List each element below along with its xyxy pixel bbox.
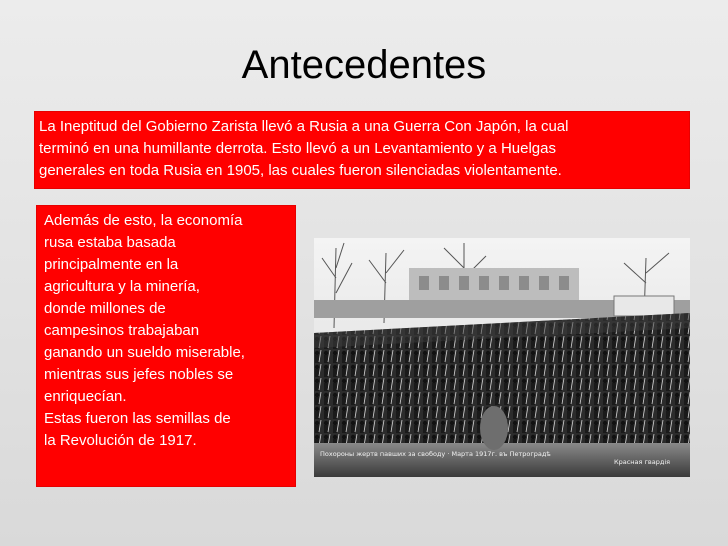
economy-line-11: la Revolución de 1917. bbox=[44, 432, 197, 449]
economy-text-box bbox=[36, 205, 296, 487]
photo-caption-right: Красная гвардія bbox=[614, 458, 671, 466]
economy-line-2: rusa estaba basada bbox=[44, 234, 176, 251]
historical-photo bbox=[314, 238, 690, 477]
economy-line-10: Estas fueron las semillas de bbox=[44, 410, 231, 427]
slide-title: Antecedentes bbox=[241, 43, 487, 87]
intro-text-box bbox=[34, 111, 690, 189]
economy-line-3: principalmente en la bbox=[44, 256, 179, 273]
economy-line-9: enriquecían. bbox=[44, 388, 127, 405]
intro-line-2: terminó en una humillante derrota. Esto llevó a un Levantamiento y a Huelgas bbox=[39, 140, 556, 157]
economy-line-5: donde millones de bbox=[44, 300, 166, 317]
photo-caption-left: Похороны жертв павших за свободу · Марта 1917г. въ Петроградѣ bbox=[320, 450, 551, 458]
economy-line-6: campesinos trabajaban bbox=[44, 322, 200, 339]
intro-line-1: La Ineptitud del Gobierno Zarista llevó a Rusia a una Guerra Con Japón, la cual bbox=[39, 118, 569, 135]
economy-line-8: mientras sus jefes nobles se bbox=[44, 366, 234, 383]
economy-line-1: Además de esto, la economía bbox=[44, 212, 243, 229]
economy-line-4: agricultura y la minería, bbox=[44, 278, 200, 295]
economy-line-7: ganando un sueldo miserable, bbox=[44, 344, 245, 361]
intro-line-3: generales en toda Rusia en 1905, las cuales fueron silenciadas violentamente. bbox=[39, 162, 562, 179]
